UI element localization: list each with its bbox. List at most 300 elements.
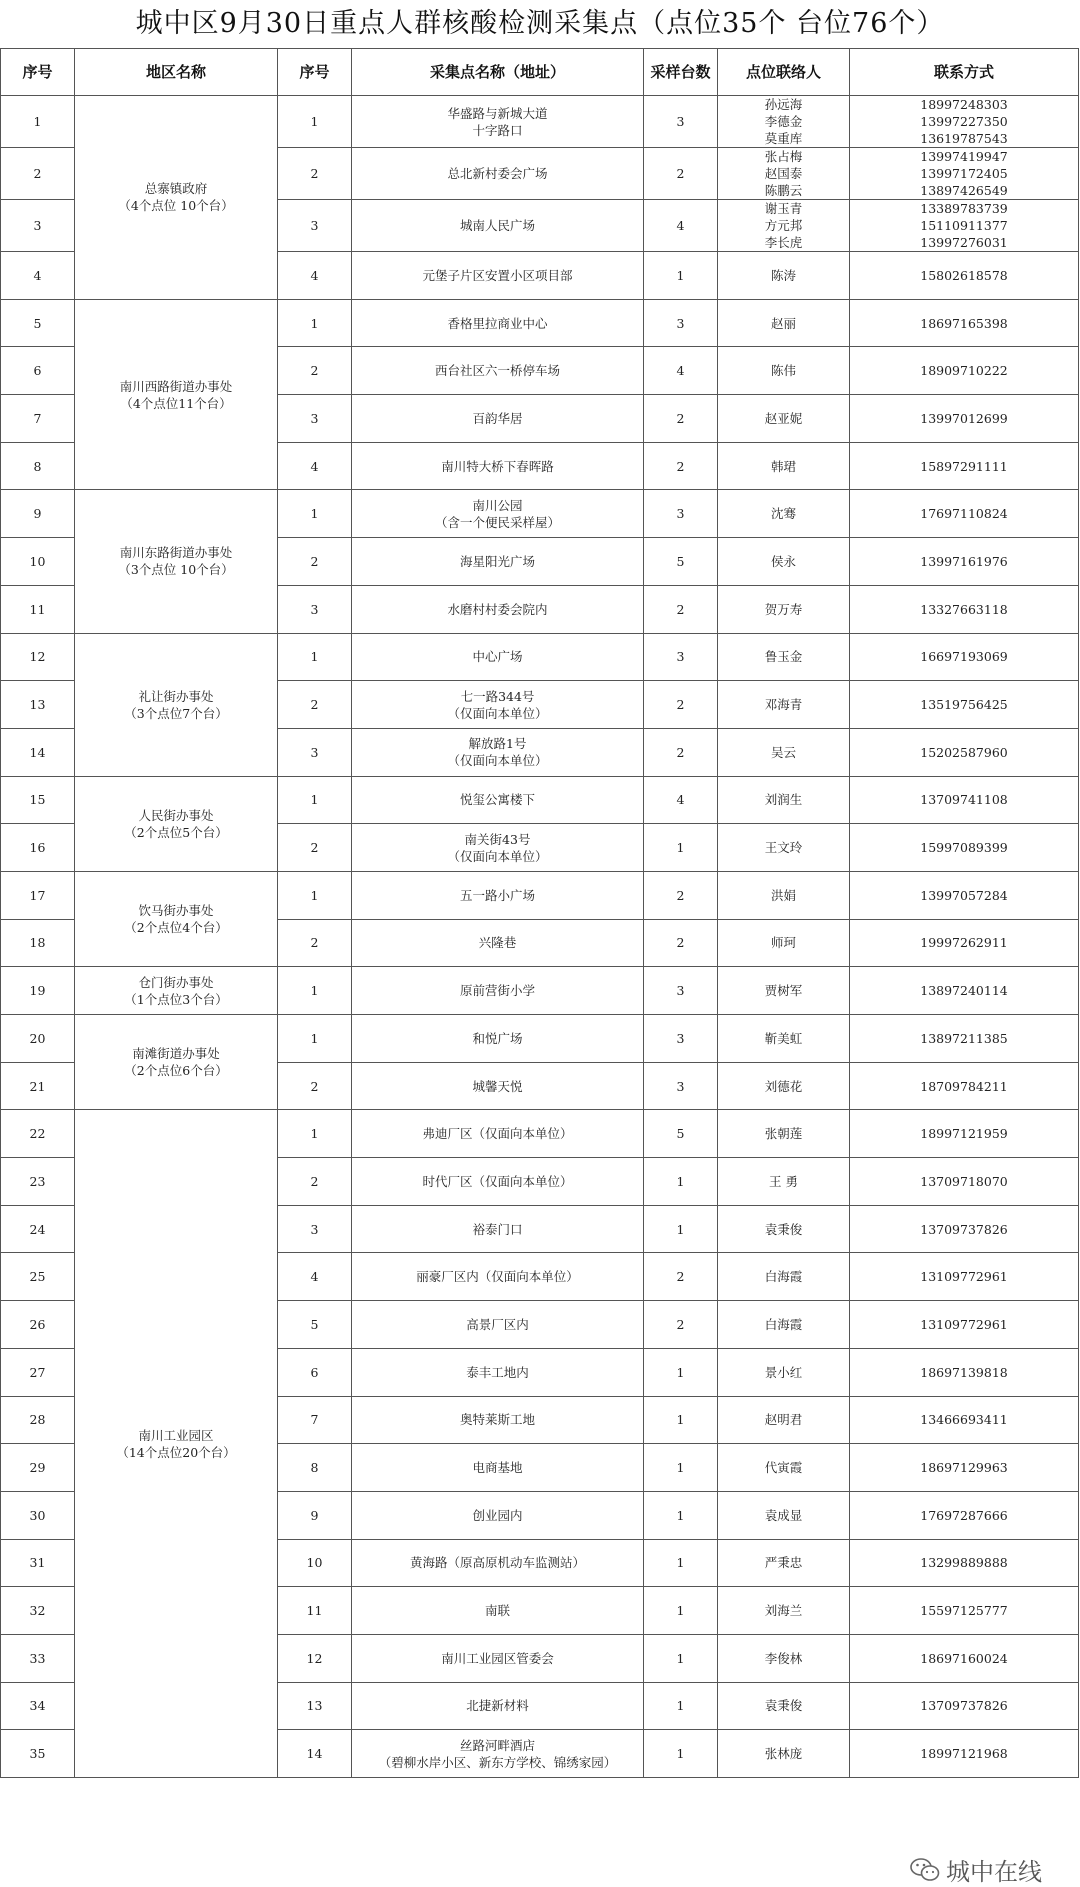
cell-site [352,1253,644,1301]
cell-site-text: 弗迪厂区（仅面向本单位） [422,1126,573,1142]
cell-contact [718,538,850,586]
cell-phone-text: 19997262911 [920,935,1008,951]
cell-seq [1,1682,75,1730]
cell-phone [850,1062,1079,1110]
cell-phone [850,148,1079,200]
cell-phone-text: 13997276031 [920,235,1008,250]
cell-contact-text: 师珂 [770,935,796,951]
cell-contact [718,490,850,538]
cell-sub-seq-text: 4 [310,458,319,474]
cell-phone [850,681,1079,729]
cell-contact-text: 景小红 [764,1364,803,1380]
cell-seq-text: 30 [29,1507,46,1523]
cell-count-text: 1 [676,1364,685,1380]
cell-seq [1,1444,75,1492]
cell-contact-text: 贺万寿 [764,601,803,617]
cell-phone-text: 13327663118 [920,601,1008,617]
cell-phone-text: 17697110824 [920,506,1008,522]
cell-site [352,1444,644,1492]
cell-site-text: 原前营街小学 [459,983,535,999]
cell-sub-seq-text: 2 [310,363,319,379]
cell-contact [718,299,850,347]
cell-seq-text: 8 [33,458,42,474]
cell-count-text: 3 [676,1030,685,1046]
cell-phone-text: 15597125777 [920,1603,1008,1619]
cell-seq [1,1634,75,1682]
cell-sub-seq-text: 3 [310,744,319,760]
cell-contact [718,395,850,443]
cell-contact-text: 韩珺 [770,458,796,474]
cell-contact [718,871,850,919]
cell-site-text: 十字路口 [472,122,523,138]
cell-sub-seq [278,967,352,1015]
cell-region-text: 南川工业园区 [138,1427,214,1443]
cell-site-text: （仅面向本单位） [447,848,548,864]
cell-phone [850,1348,1079,1396]
header-seq: 序号 [1,49,75,96]
cell-phone-text: 13997012699 [920,410,1008,426]
cell-phone [850,728,1079,776]
cell-region-text: 人民街办事处 [138,807,214,823]
cell-site [352,824,644,872]
cell-site-text: （仅面向本单位） [447,753,548,769]
cell-sub-seq [278,1444,352,1492]
cell-seq [1,1158,75,1206]
cell-seq [1,728,75,776]
cell-site-text: 七一路344号 [460,688,535,704]
cell-seq [1,1110,75,1158]
cell-sub-seq-text: 1 [310,792,319,808]
cell-seq-text: 1 [33,114,42,129]
cell-phone-text: 13997057284 [920,887,1008,903]
cell-count [644,1158,718,1206]
cell-site [352,776,644,824]
cell-phone-text: 15110911377 [920,218,1008,233]
cell-count-text: 3 [676,649,685,665]
cell-contact [718,1634,850,1682]
cell-phone [850,96,1079,148]
cell-region-text: （4个点位 10个台） [118,198,234,214]
cell-phone [850,1253,1079,1301]
cell-contact-text: 李俊林 [764,1650,803,1666]
cell-count-text: 1 [676,1603,685,1619]
cell-contact [718,1491,850,1539]
cell-contact-text: 袁秉俊 [764,1698,803,1714]
cell-seq [1,1062,75,1110]
cell-seq [1,919,75,967]
cell-contact [718,96,850,148]
cell-count-text: 4 [676,363,685,379]
cell-count [644,200,718,252]
cell-sub-seq-text: 1 [310,1126,319,1142]
cell-phone-text: 18697139818 [920,1364,1008,1380]
cell-contact-text: 陈涛 [770,267,796,283]
cell-contact-text: 张林庞 [764,1746,803,1762]
table-row [1,96,1079,148]
cell-phone [850,871,1079,919]
cell-contact [718,347,850,395]
cell-sub-seq [278,1062,352,1110]
cell-contact [718,1015,850,1063]
cell-seq-text: 12 [29,649,46,665]
cell-site [352,681,644,729]
cell-phone-text: 13997227350 [920,114,1008,129]
cell-contact-text: 陈伟 [770,363,796,379]
cell-sub-seq-text: 7 [310,1412,319,1428]
cell-sub-seq [278,871,352,919]
cell-sub-seq [278,1110,352,1158]
cell-contact-text: 代寅霞 [764,1460,803,1476]
cell-region-text: 饮马街办事处 [138,903,214,919]
cell-site [352,490,644,538]
cell-sub-seq [278,728,352,776]
cell-sub-seq [278,824,352,872]
cell-count [644,538,718,586]
cell-count [644,1682,718,1730]
cell-phone [850,1587,1079,1635]
cell-contact-text: 莫重库 [764,131,803,146]
cell-phone [850,200,1079,252]
cell-sub-seq [278,633,352,681]
table-header-row [1,49,1079,96]
cell-site [352,1062,644,1110]
cell-region [75,776,278,871]
cell-region [75,1110,278,1778]
cell-contact-text: 洪娟 [770,887,796,903]
cell-site-text: （含一个便民采样屋） [434,514,560,530]
cell-count [644,299,718,347]
cell-contact [718,681,850,729]
cell-seq-text: 15 [29,792,46,808]
cell-site [352,1539,644,1587]
cell-count-text: 2 [676,744,685,760]
cell-contact [718,1587,850,1635]
table-row [1,967,1079,1015]
cell-seq [1,538,75,586]
cell-phone-text: 13466693411 [920,1412,1008,1428]
cell-phone [850,252,1079,300]
cell-count [644,1444,718,1492]
cell-site-text: 南联 [484,1603,510,1619]
cell-sub-seq [278,1634,352,1682]
cell-contact [718,252,850,300]
cell-count-text: 3 [676,114,685,129]
cell-seq [1,681,75,729]
cell-seq [1,252,75,300]
cell-seq-text: 34 [29,1698,46,1714]
cell-seq [1,776,75,824]
header-region: 地区名称 [75,49,278,96]
cell-contact-text: 鲁玉金 [764,649,803,665]
cell-contact-text: 刘海兰 [764,1603,803,1619]
cell-sub-seq-text: 1 [310,649,319,665]
table-row [1,776,1079,824]
cell-site-text: 兴隆巷 [478,935,517,951]
cell-seq-text: 27 [29,1364,46,1380]
cell-count-text: 1 [676,1746,685,1762]
cell-sub-seq [278,538,352,586]
cell-count-text: 1 [676,267,685,283]
cell-contact [718,1062,850,1110]
cell-phone [850,1491,1079,1539]
cell-count-text: 2 [676,1269,685,1285]
cell-site [352,347,644,395]
cell-seq-text: 13 [29,697,46,713]
cell-site-text: 百韵华居 [472,410,523,426]
header-phone: 联系方式 [850,49,1079,96]
cell-count-text: 2 [676,887,685,903]
cell-contact [718,442,850,490]
cell-seq-text: 25 [29,1269,46,1285]
cell-phone [850,490,1079,538]
cell-sub-seq-text: 14 [306,1746,323,1762]
cell-site-text: （仅面向本单位） [447,705,548,721]
cell-phone [850,1682,1079,1730]
cell-phone-text: 15997089399 [920,840,1008,856]
cell-seq-text: 29 [29,1460,46,1476]
cell-count [644,1348,718,1396]
cell-sub-seq [278,1301,352,1349]
cell-phone [850,299,1079,347]
cell-sub-seq-text: 2 [310,840,319,856]
cell-contact [718,1730,850,1778]
cell-sub-seq [278,1396,352,1444]
cell-phone-text: 13519756425 [920,697,1008,713]
cell-site [352,299,644,347]
cell-count-text: 2 [676,1316,685,1332]
cell-phone [850,1015,1079,1063]
cell-contact-text: 刘德花 [764,1078,803,1094]
cell-sub-seq-text: 1 [310,315,319,331]
cell-sub-seq [278,1491,352,1539]
cell-site-text: 时代厂区（仅面向本单位） [422,1173,573,1189]
cell-site-text: 中心广场 [472,649,523,665]
cell-sub-seq [278,200,352,252]
cell-count [644,585,718,633]
cell-count [644,490,718,538]
cell-seq-text: 16 [29,840,46,856]
cell-site-text: 和悦广场 [472,1030,523,1046]
cell-count [644,252,718,300]
cell-count-text: 2 [676,166,685,181]
cell-contact-text: 刘润生 [764,792,803,808]
cell-site [352,919,644,967]
cell-site [352,728,644,776]
cell-phone [850,1158,1079,1206]
cell-sub-seq [278,1015,352,1063]
cell-site-text: 奥特莱斯工地 [459,1412,535,1428]
cell-count-text: 3 [676,983,685,999]
header-contact: 点位联络人 [718,49,850,96]
cell-region [75,633,278,776]
cell-sub-seq-text: 4 [310,267,319,283]
cell-contact [718,633,850,681]
cell-sub-seq-text: 3 [310,218,319,233]
table-row [1,1015,1079,1063]
cell-site-text: 裕泰门口 [472,1221,523,1237]
cell-seq-text: 19 [29,983,46,999]
cell-seq [1,967,75,1015]
cell-phone-text: 18697165398 [920,315,1008,331]
cell-seq-text: 32 [29,1603,46,1619]
cell-site [352,585,644,633]
cell-seq-text: 6 [33,363,42,379]
cell-phone-text: 13997419947 [920,149,1008,164]
cell-seq-text: 17 [29,887,46,903]
cell-contact-text: 王文玲 [764,840,803,856]
cell-count-text: 3 [676,1078,685,1094]
cell-site-text: 北捷新材料 [466,1698,529,1714]
cell-phone-text: 18997121968 [920,1746,1008,1762]
cell-count [644,1301,718,1349]
cell-sub-seq-text: 2 [310,1173,319,1189]
cell-site [352,252,644,300]
cell-count [644,347,718,395]
cell-sub-seq [278,1205,352,1253]
cell-count-text: 1 [676,1460,685,1476]
cell-contact [718,1396,850,1444]
cell-site [352,1158,644,1206]
cell-count-text: 2 [676,410,685,426]
cell-seq-text: 35 [29,1746,46,1762]
cell-contact-text: 孙远海 [764,97,803,112]
cell-count-text: 4 [676,792,685,808]
cell-sub-seq-text: 9 [310,1507,319,1523]
cell-seq-text: 4 [33,267,42,283]
cell-sub-seq [278,1253,352,1301]
cell-region-text: （2个点位4个台） [124,920,228,936]
cell-site-text: 南川工业园区管委会 [441,1650,554,1666]
cell-sub-seq-text: 1 [310,887,319,903]
cell-phone-text: 13897426549 [920,183,1008,198]
cell-sub-seq [278,1682,352,1730]
cell-phone [850,1396,1079,1444]
cell-count-text: 3 [676,506,685,522]
cell-phone [850,776,1079,824]
cell-site-text: 南关街43号 [464,831,531,847]
cell-seq [1,1539,75,1587]
cell-phone [850,967,1079,1015]
cell-contact-text: 白海霞 [764,1316,803,1332]
cell-contact [718,1205,850,1253]
cell-region-text: 南滩街道办事处 [132,1046,220,1062]
cell-site-text: 悦玺公寓楼下 [459,792,535,808]
cell-count-text: 1 [676,1507,685,1523]
cell-region [75,871,278,966]
table-row [1,871,1079,919]
cell-count-text: 1 [676,1173,685,1189]
cell-contact-text: 邓海青 [764,697,803,713]
cell-seq-text: 7 [33,410,42,426]
cell-site-text: 黄海路（原高原机动车监测站） [409,1555,585,1571]
cell-count [644,681,718,729]
cell-sub-seq-text: 3 [310,601,319,617]
cell-site-text: 海星阳光广场 [459,553,535,569]
cell-site [352,1015,644,1063]
cell-site-text: 元堡子片区安置小区项目部 [422,267,573,283]
cell-sub-seq [278,252,352,300]
cell-sub-seq-text: 3 [310,1221,319,1237]
cell-contact [718,967,850,1015]
cell-region [75,490,278,633]
cell-seq [1,1396,75,1444]
cell-site [352,96,644,148]
cell-region-text: （14个点位20个台） [116,1444,236,1460]
cell-phone-text: 18709784211 [920,1078,1008,1094]
cell-sub-seq [278,1587,352,1635]
cell-sub-seq-text: 5 [310,1316,319,1332]
cell-sub-seq [278,1158,352,1206]
cell-count [644,1015,718,1063]
cell-sub-seq-text: 11 [306,1603,323,1619]
cell-contact [718,1110,850,1158]
cell-seq-text: 33 [29,1650,46,1666]
cell-sub-seq [278,299,352,347]
cell-phone [850,538,1079,586]
cell-contact [718,1682,850,1730]
watermark [910,1852,1042,1887]
cell-count [644,728,718,776]
cell-contact-text: 赵明君 [764,1412,803,1428]
cell-contact [718,776,850,824]
cell-site [352,967,644,1015]
cell-site [352,1110,644,1158]
cell-count [644,1634,718,1682]
cell-site-text: 西台社区六一桥停车场 [434,363,560,379]
cell-phone [850,1205,1079,1253]
cell-site-text: 电商基地 [472,1460,523,1476]
cell-phone [850,347,1079,395]
cell-count-text: 5 [676,553,685,569]
cell-seq-text: 23 [29,1173,46,1189]
cell-site [352,538,644,586]
cell-count [644,1730,718,1778]
cell-count [644,1539,718,1587]
cell-seq [1,1253,75,1301]
cell-contact [718,728,850,776]
cell-sub-seq-text: 1 [310,983,319,999]
cell-sub-seq-text: 10 [306,1555,323,1571]
table-row [1,490,1079,538]
cell-seq [1,1205,75,1253]
cell-sub-seq-text: 13 [306,1698,323,1714]
cell-region-text: 仓门街办事处 [138,974,214,990]
cell-phone-text: 18697160024 [920,1650,1008,1666]
cell-site-text: 城馨天悦 [472,1078,523,1094]
cell-site-text: 五一路小广场 [459,887,535,903]
cell-site-text: 高景厂区内 [466,1316,529,1332]
wechat-icon [910,1857,940,1883]
cell-seq [1,96,75,148]
cell-sub-seq [278,681,352,729]
cell-phone [850,442,1079,490]
cell-phone [850,1539,1079,1587]
cell-seq-text: 3 [33,218,42,233]
cell-contact-text: 张占梅 [764,149,803,164]
cell-phone-text: 15202587960 [920,744,1008,760]
cell-site [352,1205,644,1253]
cell-count [644,395,718,443]
cell-contact-text: 方元邦 [764,218,803,233]
cell-sub-seq-text: 3 [310,410,319,426]
cell-seq [1,299,75,347]
cell-phone-text: 13997161976 [920,553,1008,569]
cell-sub-seq [278,1730,352,1778]
cell-sub-seq [278,776,352,824]
cell-site [352,871,644,919]
cell-site-text: 丽豪厂区内（仅面向本单位） [416,1269,579,1285]
cell-site-text: 创业园内 [472,1507,523,1523]
